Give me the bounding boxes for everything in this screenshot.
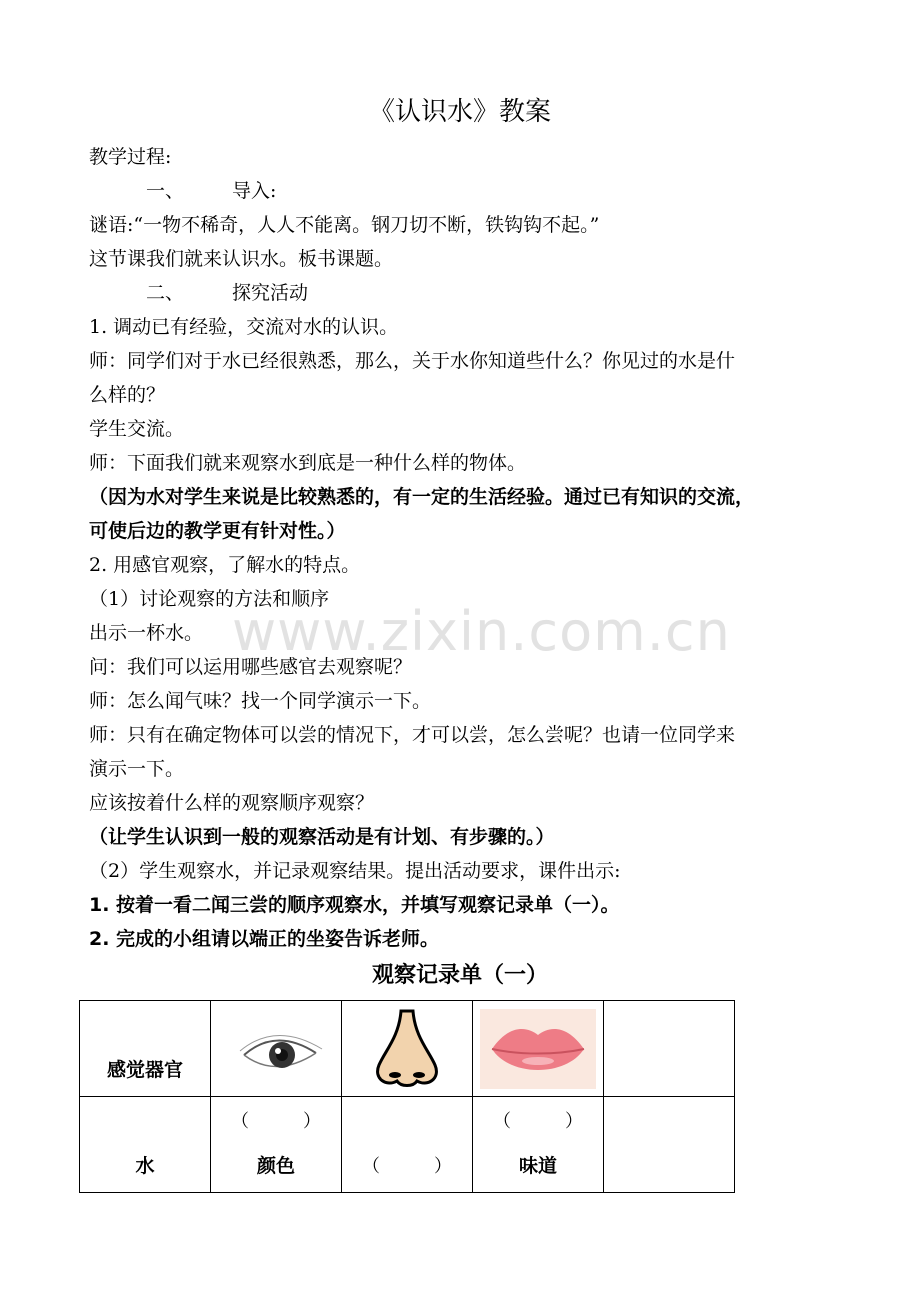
text-line: 师：同学们对于水已经很熟悉，那么，关于水你知道些什么？你见过的水是什: [89, 350, 736, 372]
table-cell: [80, 1001, 211, 1097]
text-line: （2）学生观察水，并记录观察结果。提出活动要求，课件出示:: [89, 860, 621, 882]
text-line: 谜语:“一物不稀奇，人人不能离。钢刀切不断，铁钩钩不起。”: [89, 214, 600, 236]
taste-label: 味道: [518, 1155, 557, 1177]
text-line: 问：我们可以运用哪些感官去观察呢？: [89, 656, 413, 678]
text-line: 师：只有在确定物体可以尝的情况下，才可以尝，怎么尝呢？也请一位同学来: [89, 724, 736, 746]
text-line: 出示一杯水。: [89, 622, 204, 644]
section-text: 探究活动: [232, 282, 309, 304]
table-title: 观察记录单（一）: [371, 963, 548, 988]
text-line: 2. 用感官观察，了解水的特点。: [89, 554, 361, 576]
section-number: 二、: [146, 282, 185, 304]
table-cell: [342, 1001, 473, 1097]
table-cell: [473, 1001, 604, 1097]
table-row: [80, 1097, 735, 1193]
text-line: 师：怎么闻气味？找一个同学演示一下。: [89, 690, 432, 712]
table-row: [80, 1001, 735, 1097]
section-text: 导入:: [232, 180, 277, 202]
blank-parentheses: （ ）: [362, 1156, 452, 1177]
observation-table: [79, 1000, 735, 1193]
text-line: 应该按着什么样的观察顺序观察？: [89, 792, 375, 814]
text-line: 这节课我们就来认识水。板书课题。: [89, 248, 394, 270]
sense-organ-label: 感觉器官: [106, 1059, 183, 1081]
text-line: 教学过程:: [89, 146, 172, 168]
table-cell: [473, 1097, 604, 1193]
color-label: 颜色: [256, 1155, 295, 1177]
table-cell: [211, 1001, 342, 1097]
bold-step: 1. 按着一看二闻三尝的顺序观察水，并填写观察记录单（一）。: [89, 894, 620, 916]
bold-note: （让学生认识到一般的观察活动是有计划、有步骤的。）: [89, 826, 555, 848]
bold-note: （因为水对学生来说是比较熟悉的，有一定的生活经验。通过已有知识的交流，: [89, 486, 755, 508]
blank-parentheses: （ ）: [493, 1111, 583, 1132]
section-heading: [146, 174, 276, 208]
water-label: 水: [135, 1155, 155, 1177]
bold-note: 可使后边的教学更有针对性。）: [89, 520, 346, 542]
text-line: 学生交流。: [89, 418, 185, 440]
text-line: （1）讨论观察的方法和顺序: [89, 588, 330, 610]
text-line: 1. 调动已有经验，交流对水的认识。: [89, 316, 399, 338]
section-number: 一、: [146, 180, 185, 202]
lips-icon: [480, 1009, 596, 1089]
eye-icon: [236, 1029, 324, 1079]
document-title: 《认识水》教案: [368, 97, 551, 127]
table-cell: [604, 1001, 735, 1097]
bold-step: 2. 完成的小组请以端正的坐姿告诉老师。: [89, 928, 440, 950]
nose-icon: [371, 1007, 443, 1091]
table-cell: [604, 1097, 735, 1193]
table-cell: [342, 1097, 473, 1193]
text-line: 么样的？: [89, 384, 166, 406]
blank-parentheses: （ ）: [231, 1111, 321, 1132]
section-heading: [146, 276, 308, 310]
table-cell: [80, 1097, 211, 1193]
text-line: 师：下面我们就来观察水到底是一种什么样的物体。: [89, 452, 527, 474]
text-line: 演示一下。: [89, 758, 185, 780]
watermark: www.zixin.com.cn: [232, 600, 731, 663]
table-cell: [211, 1097, 342, 1193]
